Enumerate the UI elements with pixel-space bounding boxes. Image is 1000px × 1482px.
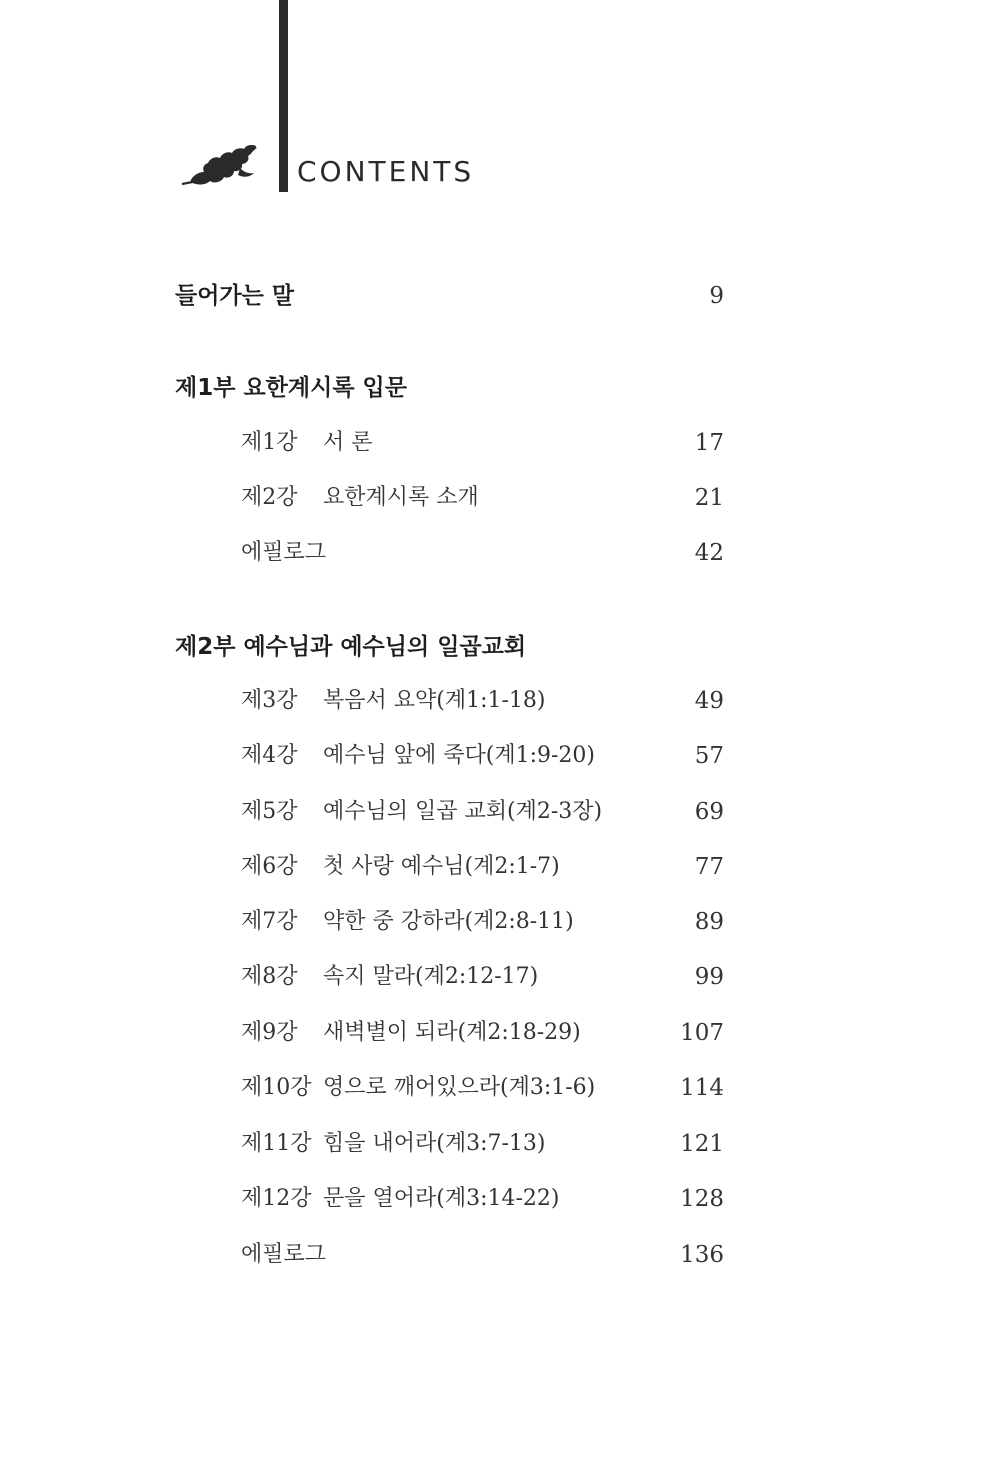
toc-page-number: 128 [680,1186,724,1212]
toc-epilogue-part-1[interactable] [0,533,1000,573]
lecture-number: 제1강 [241,430,298,455]
epilogue-title: 에필로그 [241,540,327,565]
lecture-title: 속지 말라(계2:12-17) [323,964,539,989]
toc-page-number: 107 [680,1020,724,1046]
toc-lecture-5[interactable] [0,792,1000,832]
lecture-title: 예수님 앞에 죽다(계1:9-20) [323,743,596,768]
toc-lecture-8[interactable] [0,957,1000,997]
header-divider-bar [279,0,288,192]
toc-lecture-11[interactable] [0,1124,1000,1164]
toc-page-number: 57 [694,743,724,769]
toc-lecture-6[interactable] [0,847,1000,887]
lecture-number: 제4강 [241,743,298,768]
lecture-number: 제3강 [241,688,298,713]
lecture-number: 제9강 [241,1020,298,1045]
toc-lecture-2[interactable] [0,478,1000,518]
lecture-number: 제12강 [241,1186,312,1211]
toc-part-title: 제1부 요한계시록 입문 [175,375,407,401]
lecture-title: 첫 사랑 예수님(계2:1-7) [323,854,560,879]
toc-lecture-10[interactable] [0,1068,1000,1108]
toc-page-number: 89 [694,909,724,935]
lecture-title: 새벽별이 되라(계2:18-29) [323,1020,581,1045]
toc-part-title: 제2부 예수님과 예수님의 일곱교회 [175,634,527,660]
toc-entry-intro[interactable] [0,276,1000,316]
toc-part-1-heading[interactable] [0,368,1000,408]
lecture-number: 제2강 [241,485,298,510]
lecture-title: 약한 중 강하라(계2:8-11) [323,909,574,934]
toc-page-number: 42 [694,540,724,566]
toc-page-number: 136 [680,1242,724,1268]
lecture-number: 제11강 [241,1131,312,1156]
lecture-title: 영으로 깨어있으라(계3:1-6) [323,1075,596,1100]
lecture-number: 제8강 [241,964,298,989]
toc-page-number: 9 [709,283,724,309]
toc-page-number: 49 [694,688,724,714]
toc-page-number: 121 [680,1131,724,1157]
toc-lecture-1[interactable] [0,423,1000,463]
lecture-title: 서 론 [323,430,373,455]
toc-page-number: 69 [694,799,724,825]
toc-part-2-heading[interactable] [0,627,1000,667]
lecture-number: 제7강 [241,909,298,934]
toc-lecture-12[interactable] [0,1179,1000,1219]
toc-lecture-4[interactable] [0,736,1000,776]
toc-page-number: 21 [694,485,724,511]
lecture-title: 힘을 내어라(계3:7-13) [323,1131,546,1156]
toc-page-number: 99 [694,964,724,990]
lecture-title: 복음서 요약(계1:1-18) [323,688,546,713]
toc-page-number: 17 [694,430,724,456]
lecture-number: 제10강 [241,1075,312,1100]
lecture-title: 요한계시록 소개 [323,485,479,510]
toc-epilogue-part-2[interactable] [0,1235,1000,1275]
toc-lecture-7[interactable] [0,902,1000,942]
toc-entry-title: 들어가는 말 [175,283,295,309]
oak-leaf-icon [180,142,260,188]
lecture-title: 문을 열어라(계3:14-22) [323,1186,560,1211]
toc-page-number: 114 [680,1075,724,1101]
toc-lecture-3[interactable] [0,681,1000,721]
epilogue-title: 에필로그 [241,1242,327,1267]
lecture-number: 제6강 [241,854,298,879]
lecture-number: 제5강 [241,799,298,824]
contents-heading: CONTENTS [297,155,475,188]
lecture-title: 예수님의 일곱 교회(계2-3장) [323,799,603,824]
toc-page-number: 77 [694,854,724,880]
toc-lecture-9[interactable] [0,1013,1000,1053]
